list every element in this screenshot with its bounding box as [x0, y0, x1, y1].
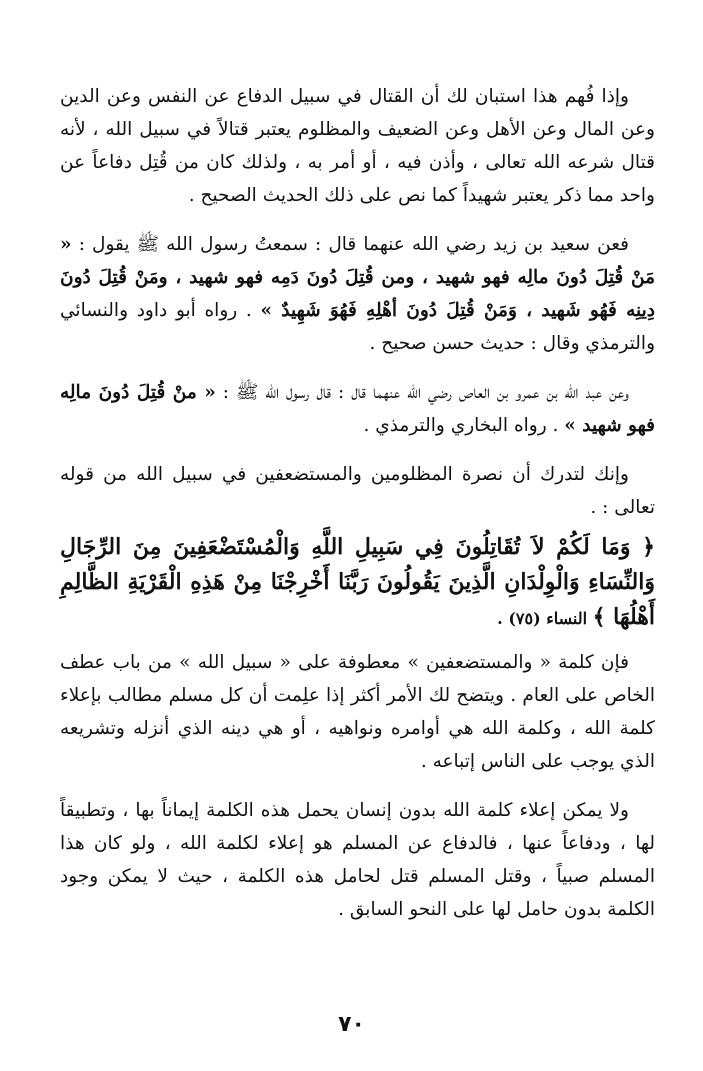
hadith-quote-1: « مَنْ قُتِلَ دُونَ مالِه فهو شهيد ، ومن قُتِلَ دُونَ دَمِه فهو شهيد ، ومَنْ قُتِلَ دُونَ دِينِه فَهُو شَهيد ، وَمَنْ قُتِلَ دُونَ أهْلِهِ فَهُوَ شَهِيدٌ »	[60, 234, 656, 321]
quran-verse	[60, 530, 655, 636]
verse-reference: النساء (٧٥) .	[497, 609, 593, 628]
paragraph-5: فإن كلمة « والمستضعفين » معطوفة على « سبيل الله » من باب عطف الخاص على العام . ويتضح لك الأمر أكثر إذا علِمت أن كل مسلم مطالب بإعلاء كلمة الله ، وكلمة الله هي أوامره ونواهيه ، أو هي دينه الذي أنزله وتشريعه الذي يوجب على الناس إتباعه .	[60, 652, 655, 772]
hadith-quote-2: « منْ قُتِلَ دُونَ مالِه فهو شهيد »	[60, 382, 655, 436]
paragraph-1: وإذا فُهم هذا استبان لك أن القتال في سبيل الدفاع عن النفس وعن الدين وعن المال وعن الأهل وعن الضعيف والمظلوم يعتبر قتالاً في سبيل الله ، لأنه قتال شرعه الله تعالى ، وأذن فيه ، أو أمر به ، ولذلك كان من قُتِل دفاعاً عن واحد مما ذكر يعتبر شهيداً كما نص على ذلك الحديث الصحيح .	[60, 86, 655, 206]
page-number: ٧٠	[338, 1012, 365, 1037]
quran-verse-text: ﴿ وَمَا لَكُمْ لاَ تُقَاتِلُونَ فِي سَبِيلِ اللَّهِ وَالْمُسْتَضْعَفِينَ مِنَ الرِّجَالِ وَالنِّسَاءِ وَالْوِلْدَانِ الَّذِينَ يَقُولُونَ رَبَّنَا أَخْرِجْنَا مِنْ هَذِهِ الْقَرْيَةِ الظَّالِمِ أَهْلُهَا ﴾	[60, 534, 655, 630]
hadith-intro-2: وعن عبد الله بن عمرو بن العاص رضي الله عنهما قال : قال رسول الله ﷺ :	[215, 382, 629, 403]
hadith-source-2: . رواه البخاري والترمذي .	[363, 415, 565, 436]
page-body	[60, 80, 655, 942]
hadith-source-1: . رواه أبو داود والنسائي والترمذي وقال : حديث حسن صحيح .	[60, 300, 655, 354]
paragraph-6: ولا يمكن إعلاء كلمة الله بدون إنسان يحمل هذه الكلمة إيماناً بها ، وتطبيقاً لها ، ودفاعاً عنها ، فالدفاع عن المسلم هو إعلاء لكلمة الله ، ولو كان هذا المسلم صبياً ، وقتل المسلم قتل لحامل هذه الكلمة ، حيث لا يمكن وجود الكلمة بدون حامل لها على النحو السابق .	[60, 800, 655, 920]
paragraph-4: وإنك لتدرك أن نصرة المظلومين والمستضعفين في سبيل الله من قوله تعالى : .	[60, 464, 655, 518]
hadith-intro-1: فعن سعيد بن زيد رضي الله عنهما قال : سمعتُ رسول الله ﷺ يقول :	[78, 234, 629, 255]
paragraph-2	[60, 228, 655, 360]
paragraph-3	[60, 376, 655, 442]
